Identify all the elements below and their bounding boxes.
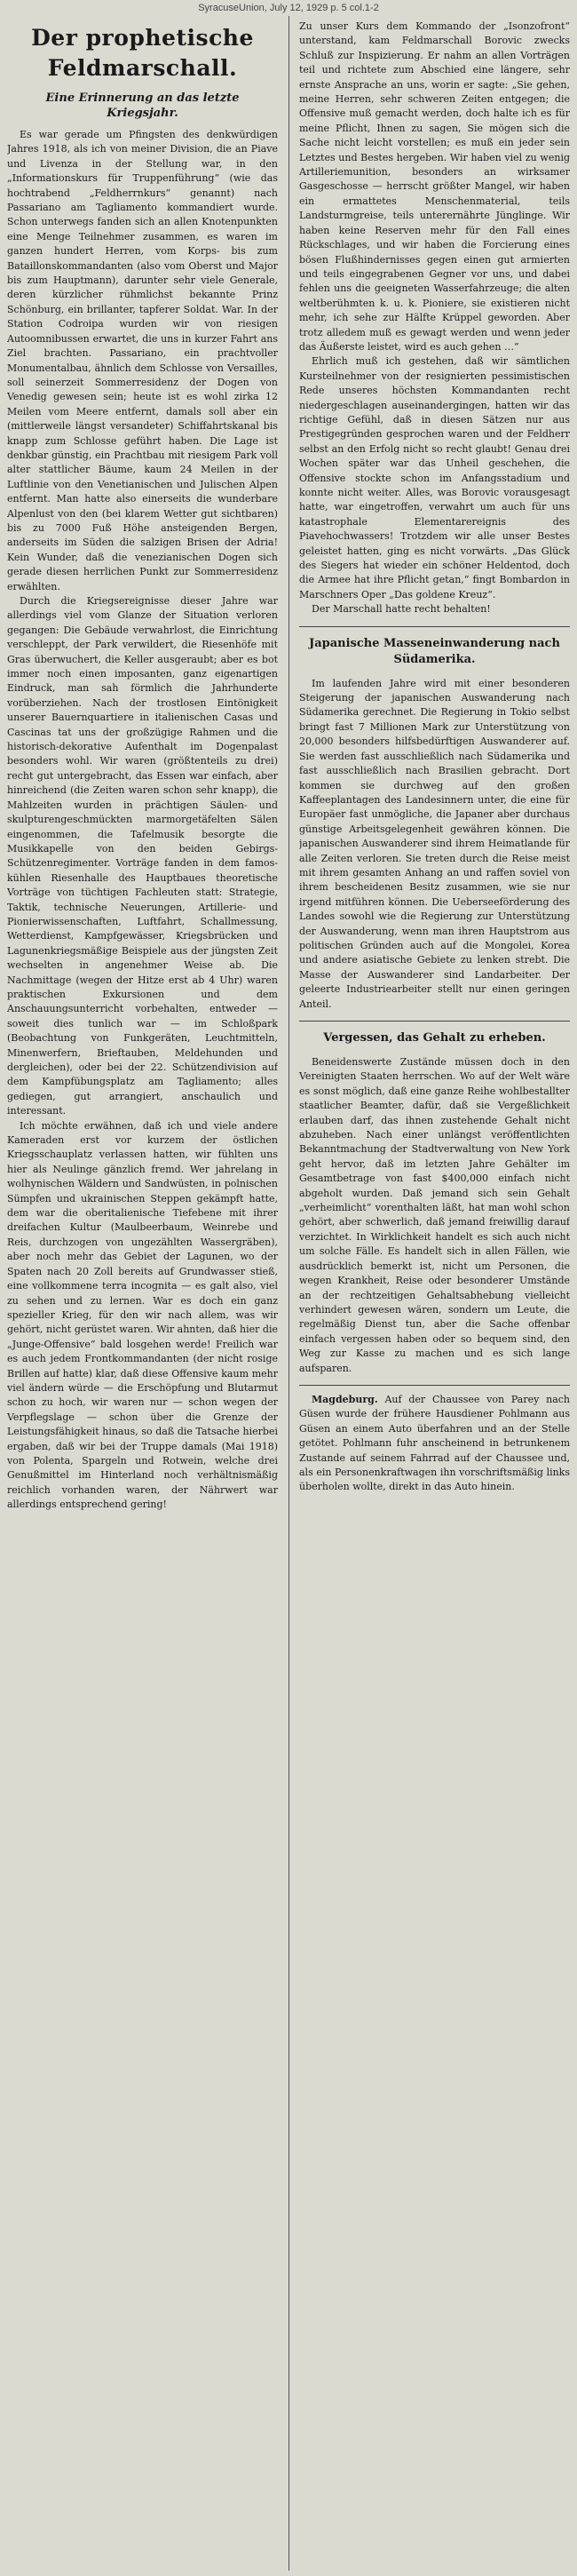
dateline: Magdeburg. [312, 1393, 378, 1405]
article-paragraph: Ich möchte erwähnen, daß ich und viele andere Kameraden erst vor kurzem der östlichen Kriegsschauplatz verlassen hatten, wir fühlten uns hier als Neulinge gänzlich fremd. Wer jahrelang in wolhynischen Wäldern und Sandwüsten, in polnischen Sümpfen und ukrainischen Steppen gekämpft hatte, dem war die oberitalienische Tiefebene mit ihrer dreifachen Kultur (Maulbeerbaum, Weinrebe und Reis, durchzogen von ungezählten Wassergräben), aber noch mehr das Gebiet der Lagunen, wo der Spaten nach 20 Zoll bereits auf Grundwasser stieß, eine vollkommene terra incognita — es galt also, viel zu sehen und zu lernen. War es doch ein ganz spezieller Krieg, für den wir nach allem, was wir gehört, nicht gerüstet waren. Wir ahnten, daß hier die „Junge-Offensive“ bald losgehen werde! Freilich war es auch jedem Frontkommandanten (der nicht rosige Brillen auf hatte) klar, daß diese Offensive kaum mehr viel ändern würde — die Erschöpfung und Blutarmut schon zu hoch, wir waren nur — schon wegen der Verpflegslage — schon über die Grenze der Leistungsfähigkeit hinaus, so daß die Tatsache hierbei ergaben, daß wir bei der Truppe damals (Mai 1918) von Polenta, Spargeln und Rotwein, welche drei Genußmittel im Hinterland noch verhältnismäßig reichlich vorhanden waren, der Nährwert war allerdings entsprechend gering! [7, 1119, 278, 1511]
article-paragraph: Es war gerade um Pfingsten des denkwürdigen Jahres 1918, als ich von meiner Division, die an Piave und Livenza in der Stellung war, in den „Informationskurs für Truppenführung“ (wie das hochtrabend „Feldherrnkurs“ genannt) nach Passariano am Tagliamento kommandiert wurde. Schon unterwegs fanden sich an allen Knotenpunkten eine Menge Teilnehmer zusammen, es waren im ganzen hundert Herren, vom Korps- bis zum Bataillonskommandanten (also vom Oberst und Major bis zum Hauptmann), darunter sehr viele Generale, deren kürzlicher rühmlichst bekannte Prinz Schönburg, ein brillanter, tapferer Soldat. War. In der Station Codroipa wurden wir von riesigen Autoomnibussen erwartet, die uns in kurzer Fahrt ans Ziel brachten. Passariano, ein prachtvoller Monumentalbau, ähnlich dem Schlosse von Versailles, soll seinerzeit Sommerresidenz der Dogen von Venedig gewesen sein; heute ist es wohl zirka 12 Meilen vom Meere entfernt, damals soll aber ein (mittlerweile längst versandeter) Schiffahrtskanal bis knapp zum Schlosse geführt haben. Die Lage ist denkbar günstig, ein Prachtbau mit riesigem Park voll alter stattlicher Bäume, kaum 24 Meilen in der Luftlinie von den Venetianischen und Julischen Alpen entfernt. Man hatte also einerseits die wunderbare Alpenlust von den (bei klarem Wetter gut sichtbaren) bis zu 7000 Fuß Höhe ansteigenden Bergen, anderseits im Süden die salzigen Brisen der Adria! Kein Wunder, daß die venezianischen Dogen sich gerade diesen herrlichen Punkt zur Sommerresidenz erwählten. [7, 129, 278, 592]
article-paragraph: Durch die Kriegsereignisse dieser Jahre war allerdings viel vom Glanze der Situation verloren gegangen: Die Gebäude verwahrlost, die Einrichtung verschleppt, der Park verwildert, die Riesenhöfe mit Gras überwuchert, die Keller ausgeraubt; aber es bot immer noch einen imposanten, ganz eigenartigen Eindruck, man sah förmlich die Jahrhunderte vorüberziehen. Nach der trostlosen Eintönigkeit unserer Bauernquartiere in italienischen Casas und Cascinas tat uns der großzügige Rahmen und die historisch-dekorative Aufenthalt im Dogenpalast besonders wohl. Wir waren (größtenteils zu drei) recht gut untergebracht, das Essen war einfach, aber hinreichend (die Zeiten waren schon sehr knapp), die Mahlzeiten wurden in prächtigen Säulen- und skulpturengeschmückten marmorgetäfelten Sälen eingenommen, die Tafelmusik besorgte die Musikkapelle von den beiden Gebirgs-Schützenregimenter. Vorträge fanden in dem famos-kühlen Riesenhalle des Hauptbaues theoretische Vorträge von tüchtigen Fachleuten statt: Strategie, Taktik, technische Neuerungen, Artillerie- und Pionierwissenschaften, Luftfahrt, Schallmessung, Wetterdienst, Kampfgewässer, Kriegsbrücken und Lagunenkriegsmäßige Beispiele aus der jüngsten Zeit wechselten in angenehmer Weise ab. Die Nachmittage (wegen der Hitze erst ab 4 Uhr) waren praktischen Exkursionen und dem Anschauungsunterricht vorbehalten, entweder — soweit dies tunlich war — im Schloßpark (Beobachtung von Funkgeräten, Leuchtmitteln, Minenwerfern, Brieftauben, Meldehunden und dergleichen), oder bei der 22. Schützendivision auf dem Kampfübungsplatz am Tagliamento; alles gediegen, gut arrangiert, anschaulich und interessant. [7, 595, 278, 1117]
source-line: SyracuseUnion, July 12, 1929 p. 5 col.1-2 [198, 3, 379, 13]
article-closing-line: Der Marschall hatte recht behalten! [312, 603, 491, 616]
section-heading: Vergessen, das Gehalt zu erheben. [323, 1031, 546, 1045]
section-divider [299, 1021, 570, 1022]
article-paragraph: Ehrlich muß ich gestehen, daß wir sämtlichen Kursteilnehmer von der resignierten pessimistischen Rede unseres höchsten Kommandanten recht niedergeschlagen auseinandergingen, hatten wir das richtige Gefühl, daß in diesen Sätzen nur aus Prestigegründen gesprochen waren und der Feldherr selbst an den Erfolg nicht so recht glaubt! Genau drei Wochen später war das Unheil geschehen, die Offensive stockte schon im Anfangsstadium und konnte nicht weiter. Alles, was Borovic vorausgesagt hatte, war eingetroffen, verwahrt um auch für uns katastrophale Elementarereignis des Piavehochwassers! Trotzdem wir alle unser Bestes geleistet hatten, ging es nicht vorwärts. „Das Glück des Siegers hat wieder ein schöner Heldentod, doch die Armee hat ihre Pflicht getan,“ fingt Bombardon in Marschners Oper „Das goldene Kreuz“. [299, 355, 570, 600]
article-subtitle: Eine Erinnerung an das letzte Kriegsjahr. [45, 91, 240, 120]
article-text: Auf der Chaussee von Parey nach Güsen wurde der frühere Hausdiener Pohlmann aus Güsen an einem Auto überfahren und an der Stelle getötet. Pohlmann fuhr anscheinend in betrunkenem Zustande auf seinem Fahrrad auf der Chaussee und, als ein Personenkraftwagen ihn vorschriftsmäßig links überholen wollte, direkt in das Auto hinein. [299, 1393, 570, 1493]
article-paragraph: Zu unser Kurs dem Kommando der „Isonzofront“ unterstand, kam Feldmarschall Borovic zwecks Schluß zur Inspizierung. Er nahm an allen Vorträgen teil und richtete zum Abschied eine längere, sehr ernste Ansprache an uns, worin er sagte: „Sie gehen, meine Herren, sehr schweren Zeiten entgegen; die Offensive muß gemacht werden, doch halte ich es für meine Pflicht, Ihnen zu sagen, Sie mögen sich die Sache nicht leicht vorstellen; es muß ein jeder sein Letztes und Bestes hergeben. Wir haben viel zu wenig Artilleriemunition, besonders an wirksamer Gasgeschosse — herrscht größter Mangel, wir haben ein ermattetes Menschenmaterial, teils Landsturmgreise, teils unterernährte Jünglinge. Wir haben keine Reserven mehr für den Fall eines Rückschlages, und wir haben die Forcierung eines bösen Flußhindernisses gegen einen gut armierten und teils eingegrabenen Gegner vor uns, und dabei fehlen uns die geeigneten Wasserfahrzeuge; die alten weltberühmten k. u. k. Pioniere, sie existieren nicht mehr, ich sehe zur Hälfte Krüppel geworden. Aber trotz alledem muß es gewagt werden und wenn jeder das Äußerste leistet, wird es auch gehen …“ [299, 20, 570, 353]
section-divider [299, 1385, 570, 1386]
left-column [7, 20, 278, 2572]
article-paragraph: Im laufenden Jahre wird mit einer besonderen Steigerung der japanischen Auswanderung nach Südamerika gerechnet. Die Regierung in Tokio selbst bringt fast 7 Millionen Mark zur Unterstützung von 20,000 besonders hilfsbedürftigen Auswanderer auf. Sie werden fast ausschließlich nach Südamerika und fast ausschließlich nach Brasilien gebracht. Dort kommen sie durchweg auf den großen Kaffeeplantagen des Landesinnern unter, die eine für Europäer fast unmögliche, die Japaner aber durchaus günstige Arbeitsgelegenheit gewähren können. Die japanischen Auswanderer sind ihrem Heimatlande für alle Zeiten verloren. Sie treten durch die Reise meist mit ihrem gesamten Anhang an und raffen soviel von ihrem bescheidenen Besitz zusammen, wie sie nur irgend mitführen können. Die Ueberseeförderung des Landes sowohl wie die Regierung zur Unterstützung der Auswanderung, wenn man ihren Hauptstrom aus politischen Gründen auch auf die Mongolei, Korea und andere asiatische Gebiete zu lenken strebt. Die Masse der Auswanderer sind Landarbeiter. Der geleerte Industriearbeiter stellt nur einen geringen Anteil. [299, 677, 570, 1010]
section-heading: Japanische Masseneinwanderung nach Südamerika. [309, 636, 560, 666]
article-paragraph [299, 1393, 570, 1495]
right-column [299, 20, 570, 2572]
column-separator [288, 16, 289, 2571]
article-title: Der prophetische Feldmarschall. [31, 25, 254, 81]
section-divider [299, 626, 570, 627]
article-paragraph: Beneidenswerte Zustände müssen doch in den Vereinigten Staaten herrschen. Wo auf der Welt wäre es sonst möglich, daß eine ganze Reihe wohlbestallter staatlicher Beamter, dafür, daß sie Vergeßlichkeit erlauben darf, das ihnen zustehende Gehalt nicht abzuheben. Nach einer unlängst veröffentlichten Bekanntmachung der Stadtverwaltung von New York geht hervor, daß im letzten Jahre Gehälter im Gesamtbetrage von fast $400,000 einfach nicht abgeholt wurden. Daß jemand sich sein Gehalt „verheimlicht“ vorenthalten läßt, hat man wohl schon gehört, aber schwerlich, daß jemand freiwillig darauf verzichtet. In Wirklichkeit handelt es sich auch nicht um solche Fälle. Es handelt sich in allen Fällen, wie ausdrücklich bemerkt ist, nicht um Personen, die wegen Krankheit, Reise oder besonderer Umstände an der rechtzeitigen Gehaltsabhebung vielleicht verhindert gewesen wären, sondern um Leute, die regelmäßig Dienst tun, aber die Sache offenbar einfach vergessen haben oder so bequem sind, den Weg zur Kasse zu machen und es sich lange aufsparen. [299, 1056, 570, 1374]
